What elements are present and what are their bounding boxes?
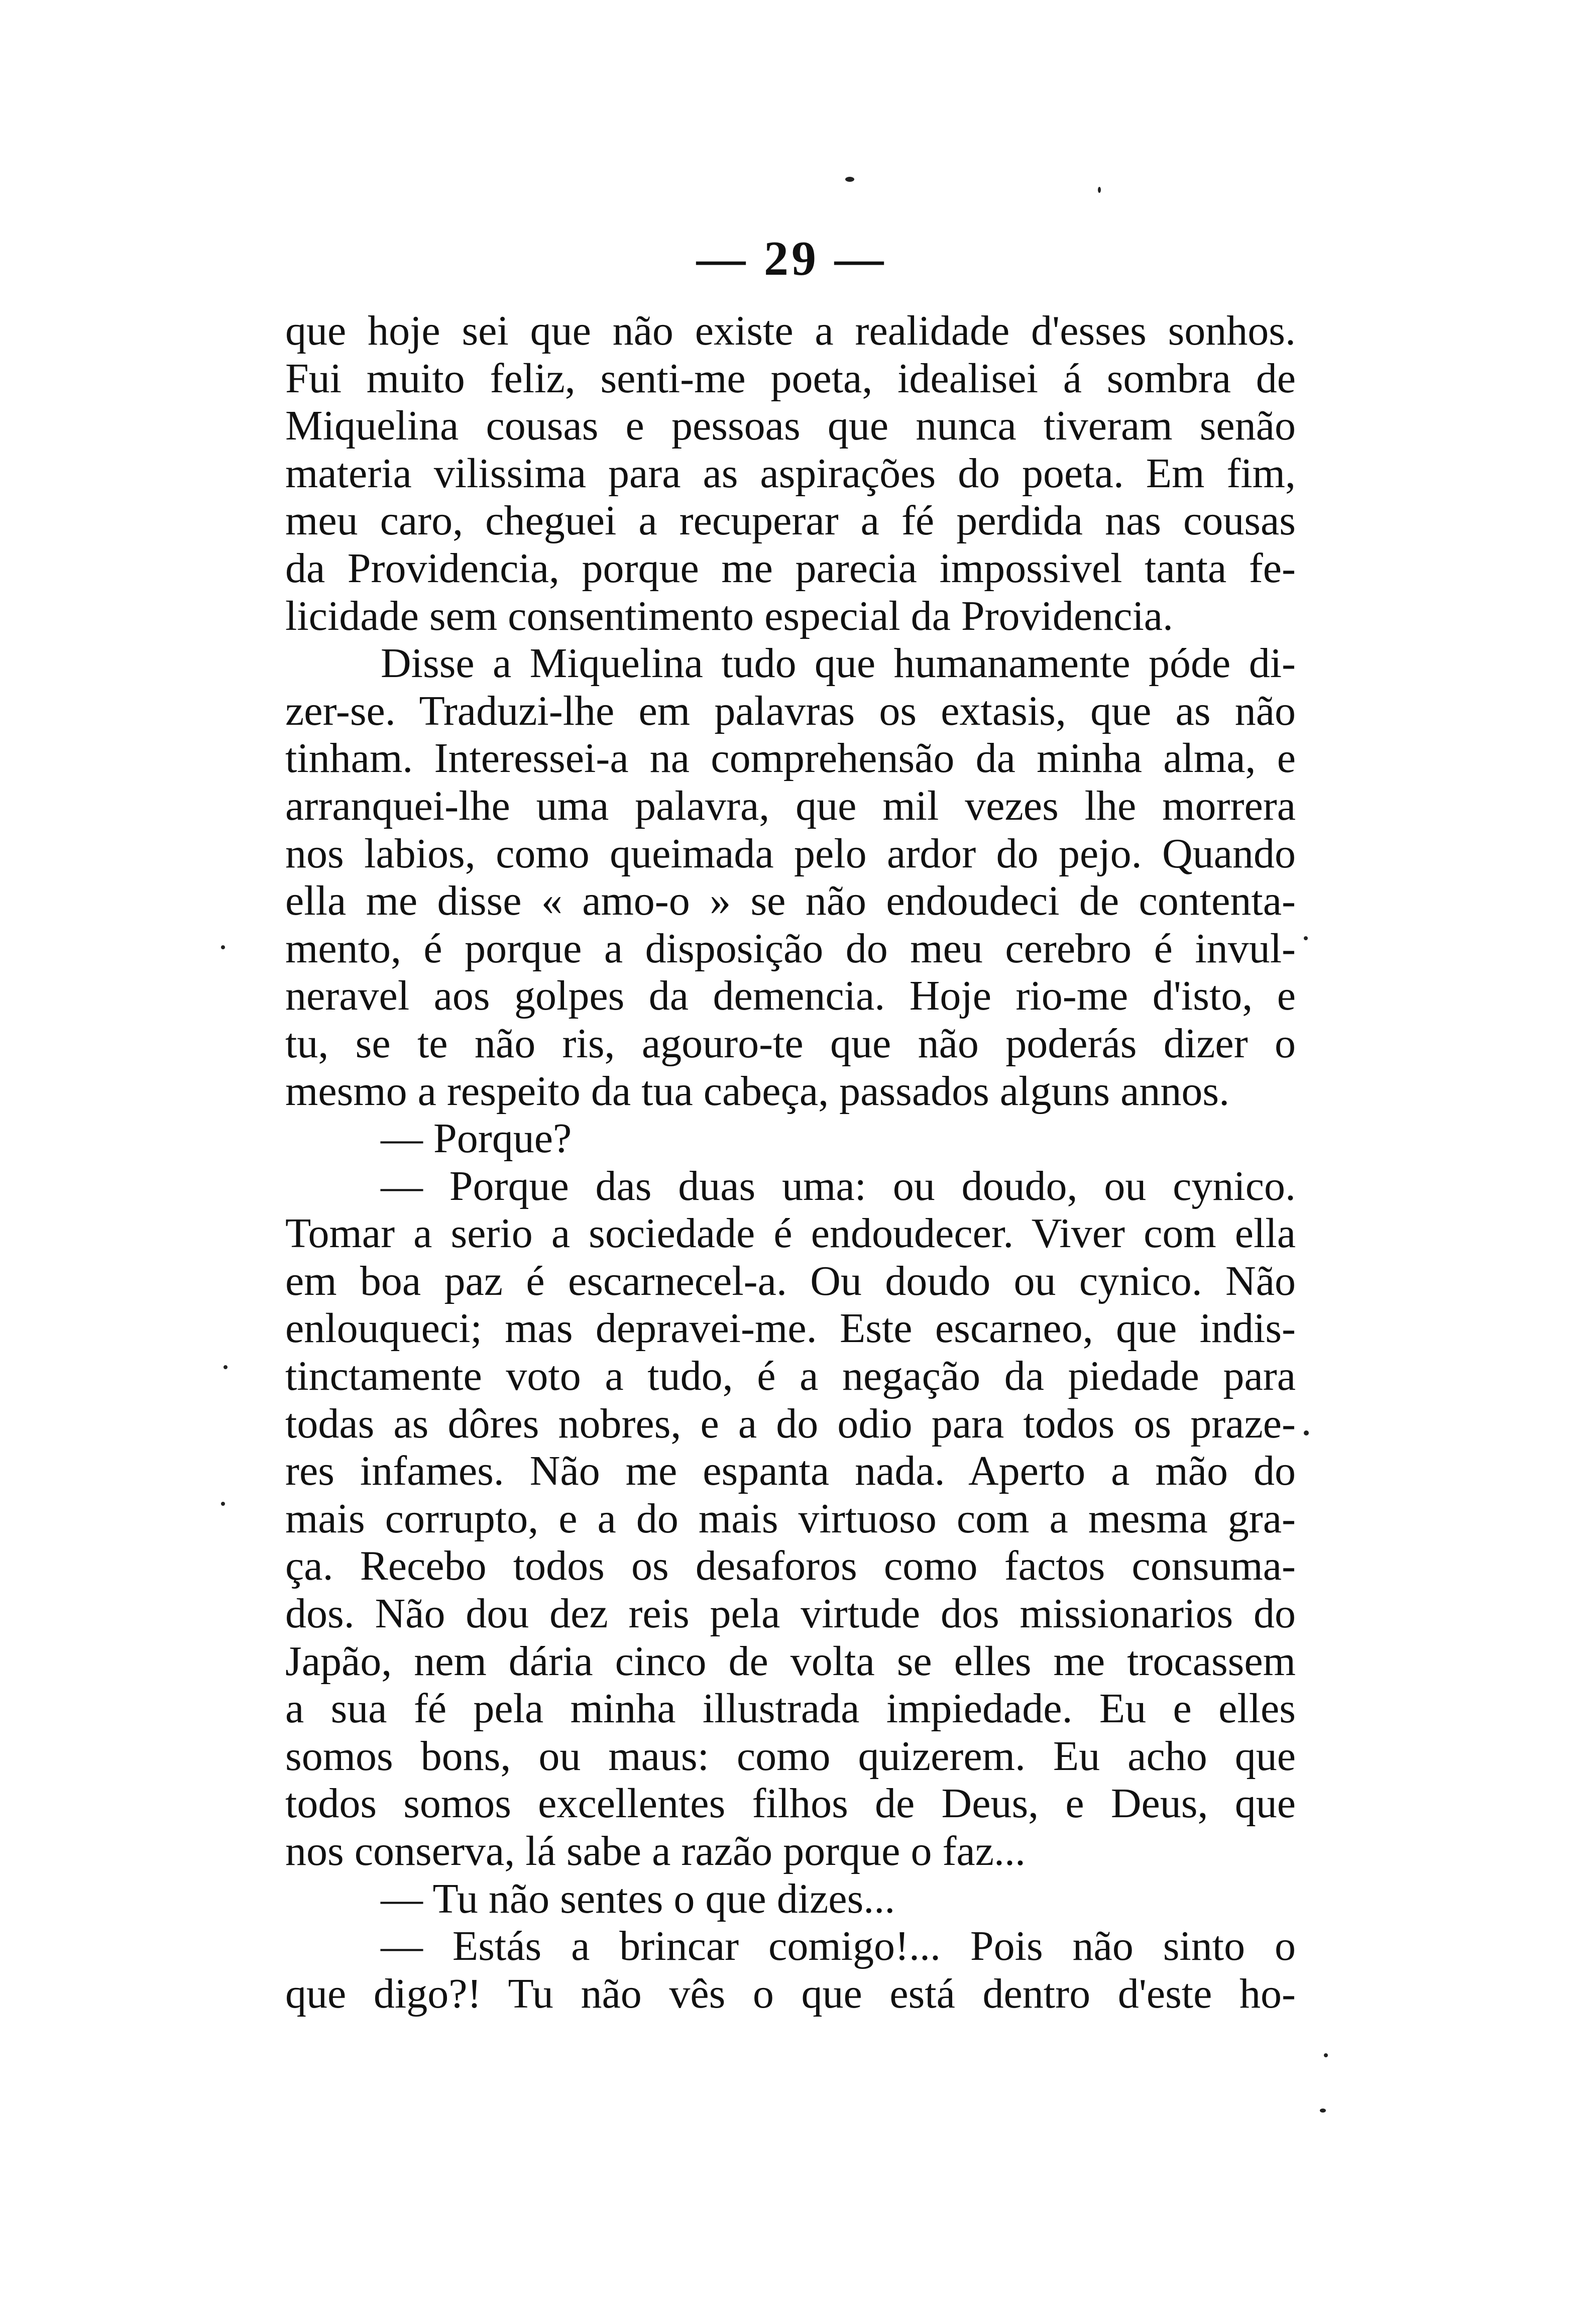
text-line: zer-se. Traduzi-lhe em palavras os extasis, que as não — [285, 687, 1296, 734]
print-speck — [221, 945, 225, 949]
text-line: neravel aos golpes da demencia. Hoje rio-me d'isto, e — [285, 972, 1296, 1020]
text-line: materia vilissima para as aspirações do poeta. Em fim, — [285, 450, 1296, 497]
print-speck — [1324, 2053, 1328, 2057]
text-line: res infames. Não me espanta nada. Aperto a mão do — [285, 1448, 1296, 1495]
print-speck — [1304, 1430, 1309, 1435]
text-line: meu caro, cheguei a recuperar a fé perdida nas cousas — [285, 497, 1296, 544]
print-speck — [1098, 187, 1101, 193]
text-line: todos somos excellentes filhos de Deus, e Deus, que — [285, 1780, 1296, 1827]
text-line: dos. Não dou dez reis pela virtude dos missionarios do — [285, 1590, 1296, 1637]
text-line: somos bons, ou maus: como quizerem. Eu acho que — [285, 1732, 1296, 1780]
body-text — [285, 307, 1296, 2018]
text-line: enlouqueci; mas depravei-me. Este escarneo, que indis- — [285, 1305, 1296, 1352]
text-line: a sua fé pela minha illustrada impiedade. Eu e elles — [285, 1685, 1296, 1732]
print-speck — [845, 177, 854, 182]
print-speck — [221, 1502, 225, 1506]
text-line: ça. Recebo todos os desaforos como factos consuma- — [285, 1542, 1296, 1590]
text-line: licidade sem consentimento especial da Providencia. — [285, 592, 1174, 639]
text-line: Miquelina cousas e pessoas que nunca tiveram senão — [285, 402, 1296, 450]
text-line: — Porque? — [381, 1115, 572, 1162]
text-line: tu, se te não ris, agouro-te que não poderás dizer o — [285, 1020, 1296, 1067]
text-line: nos conserva, lá sabe a razão porque o faz... — [285, 1828, 1026, 1874]
text-line: que digo?! Tu não vês o que está dentro d'este ho- — [285, 1970, 1296, 2017]
text-line: Disse a Miquelina tudo que humanamente póde di- — [381, 640, 1296, 687]
print-speck — [223, 1365, 228, 1369]
text-line: tinctamente voto a tudo, é a negação da piedade para — [285, 1353, 1296, 1400]
text-line: mais corrupto, e a do mais virtuoso com a mesma gra- — [285, 1495, 1296, 1542]
text-line: mesmo a respeito da tua cabeça, passados alguns annos. — [285, 1067, 1230, 1115]
text-line: ella me disse « amo-o » se não endoudeci de contenta- — [285, 877, 1296, 925]
text-line: todas as dôres nobres, e a do odio para todos os praze- — [285, 1400, 1296, 1447]
print-speck — [1320, 2109, 1326, 2113]
text-line: que hoje sei que não existe a realidade d'esses sonhos. — [285, 307, 1296, 354]
page-number: — 29 — — [696, 232, 887, 286]
text-line: Japão, nem dária cinco de volta se elles me trocassem — [285, 1637, 1296, 1685]
text-line: — Porque das duas uma: ou doudo, ou cynico. — [381, 1162, 1296, 1209]
text-line: da Providencia, porque me parecia impossivel tanta fe- — [285, 544, 1296, 592]
text-line: Tomar a serio a sociedade é endoudecer. Viver com ella — [285, 1210, 1296, 1257]
text-line: — Estás a brincar comigo!... Pois não sinto o — [381, 1923, 1296, 1970]
print-speck — [1304, 936, 1308, 940]
text-line: em boa paz é escarnecel-a. Ou doudo ou cynico. Não — [285, 1257, 1296, 1304]
text-line: arranquei-lhe uma palavra, que mil vezes lhe morrera — [285, 782, 1296, 829]
text-line: Fui muito feliz, senti-me poeta, idealisei á sombra de — [285, 355, 1296, 402]
text-line: tinham. Interessei-a na comprehensão da minha alma, e — [285, 735, 1296, 782]
text-line: mento, é porque a disposição do meu cerebro é invul- — [285, 925, 1296, 972]
text-line: — Tu não sentes o que dizes... — [381, 1875, 895, 1922]
text-line: nos labios, como queimada pelo ardor do pejo. Quando — [285, 830, 1296, 877]
